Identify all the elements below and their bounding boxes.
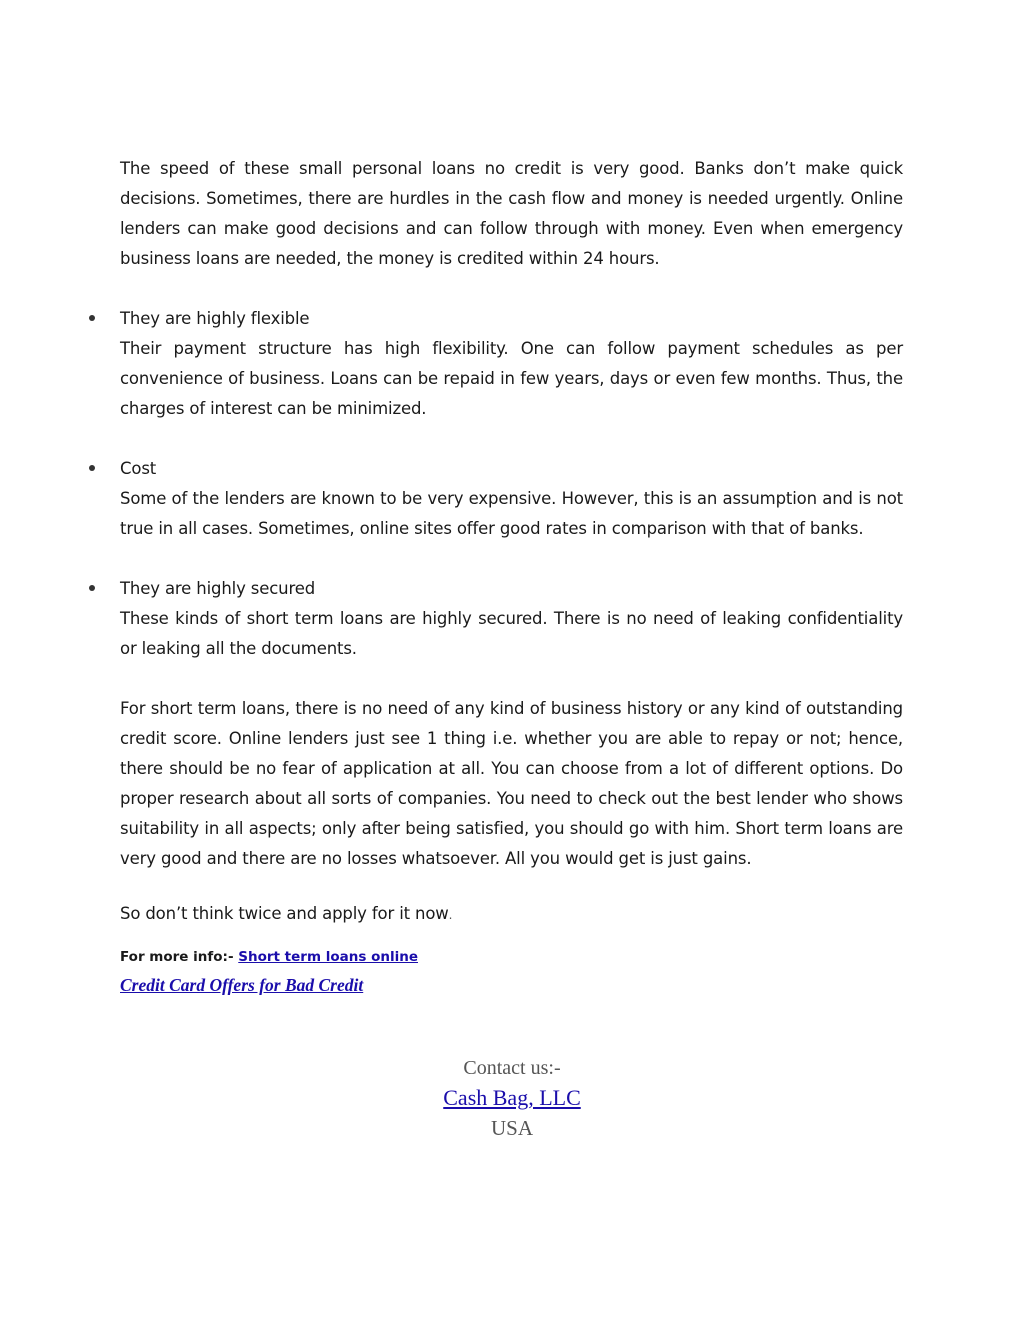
bullet-text: These kinds of short term loans are highly secured. There is no need of leaking confidentiality or leaking all the documents.: [120, 609, 903, 658]
list-item-flexible: [120, 304, 903, 424]
document-body: [120, 154, 903, 997]
cta-text: So don’t think twice and apply for it now: [120, 904, 449, 923]
bullet-text: Their payment structure has high flexibility. One can follow payment schedules as per convenience of business. Loans can be repaid in few years, days or even few months. Thus, the charges of interest can be minimized.: [120, 339, 903, 418]
short-term-loans-link[interactable]: Short term loans online: [238, 949, 418, 965]
list-item-secured: [120, 574, 903, 664]
more-info-line: [120, 947, 903, 967]
bullet-title: They are highly secured: [120, 579, 316, 598]
bullet-title: They are highly flexible: [120, 309, 310, 328]
call-to-action: [120, 899, 903, 930]
intro-paragraph: The speed of these small personal loans no credit is very good. Banks don’t make quick decisions. Sometimes, there are hurdles in the cash flow and money is needed urgently. Online lenders can make good decisions and can follow through with money. Even when emergency business loans are needed, the money is credited within 24 hours.: [120, 159, 903, 268]
bullet-title: Cost: [120, 459, 157, 478]
more-info-label: For more info:-: [120, 949, 239, 965]
contact-label: Contact us:-: [463, 1057, 561, 1079]
bullet-icon: [89, 315, 95, 321]
bullet-icon: [89, 585, 95, 591]
cta-period: .: [448, 908, 453, 922]
list-item-cost: [120, 454, 903, 544]
closing-paragraph: For short term loans, there is no need of any kind of business history or any kind of outstanding credit score. Online lenders just see 1 thing i.e. whether you are able to repay or not; hence, there should be no fear of application at all. You can choose from a lot of different options. Do proper research about all sorts of companies. You need to check out the best lender who shows suitability in all aspects; only after being satisfied, you should go with him. Short term loans are very good and there are no losses whatsoever. All you would get is just gains.: [120, 699, 903, 868]
contact-block: [0, 1054, 1024, 1143]
bullet-text: Some of the lenders are known to be very expensive. However, this is an assumption and is not true in all cases. Sometimes, online sites offer good rates in comparison with that of banks.: [120, 489, 903, 538]
credit-card-offers-link[interactable]: Credit Card Offers for Bad Credit: [120, 975, 364, 995]
bullet-icon: [89, 465, 95, 471]
country-label: USA: [490, 1116, 533, 1140]
company-link[interactable]: Cash Bag, LLC: [443, 1085, 581, 1110]
